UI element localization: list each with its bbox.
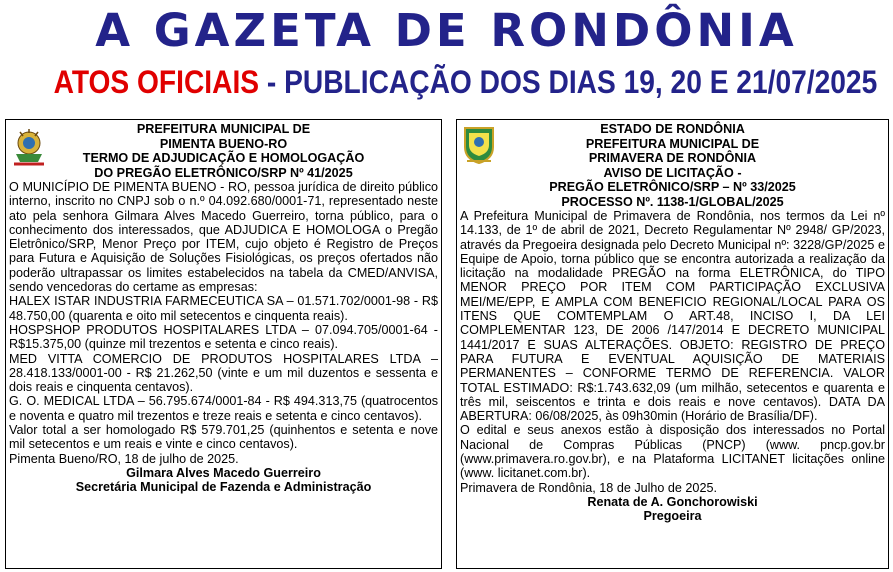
header-line: AVISO DE LICITAÇÃO - xyxy=(603,165,742,180)
notice-paragraph: Valor total a ser homologado R$ 579.701,25 (quinhentos e setenta e nove mil setecentos e um reais e vinte e cinco centavos). xyxy=(9,423,438,452)
notice-paragraph: HALEX ISTAR INDUSTRIA FARMECEUTICA SA – 01.571.702/0001-98 - R$ 48.750,00 (quarenta e oito mil setecentos e cinquenta reais). xyxy=(9,294,438,323)
notice-paragraph: O MUNICÍPIO DE PIMENTA BUENO - RO, pessoa jurídica de direito público interno, inscrito no CNPJ sob o n.º 04.092.680/0001-71, representado neste ato pela senhora Gilmara Alves Macedo Guerreiro, torna público, para o conhecimento dos interessados, que ADJUDICA E HOMOLOGA o Pregão Eletrônico/SRP, Menor Preço por ITEM, cujo objeto é Registro de Preços para Futura e Aquisição de Soluções Fisiológicas, os preços ofertados não poderão ultrapassar os limites estabelecidos na tabela da CMED/ANVISA, sendo vencedoras do certame as empresas: xyxy=(9,180,438,295)
signer-role: Secretária Municipal de Fazenda e Administração xyxy=(75,480,372,495)
notice-primavera-de-rondonia xyxy=(456,119,889,569)
publication-subtitle xyxy=(53,62,878,102)
notice-paragraph: G. O. MEDICAL LTDA – 56.795.674/0001-84 - R$ 494.313,75 (quatrocentos e noventa e quatro mil trezentos e treze reais e setenta e cinco centavos). xyxy=(9,394,438,423)
notice-paragraph: O edital e seus anexos estão à disposição dos interessados no Portal Nacional de Compras Públicas (PNCP) (www. pncp.gov.br (www.primavera.ro.gov.br), e na Plataforma LICITANET licitações online (www. licitanet.com.br). xyxy=(460,423,885,481)
notice-header xyxy=(457,122,888,209)
subtitle-atos-oficiais: ATOS OFICIAIS xyxy=(53,64,260,100)
header-line: TERMO DE ADJUDICAÇÃO E HOMOLOGAÇÃO xyxy=(82,151,365,165)
header-line: DO PREGÃO ELETRÔNICO/SRP Nº 41/2025 xyxy=(94,165,353,180)
header-line: PREGÃO ELETRÔNICO/SRP – Nº 33/2025 xyxy=(549,180,796,194)
notice-pimenta-bueno xyxy=(5,119,442,569)
newspaper-title: A GAZETA DE RONDÔNIA xyxy=(95,4,798,57)
notice-paragraph: Pimenta Bueno/RO, 18 de julho de 2025. xyxy=(9,451,239,466)
header-line: PREFEITURA MUNICIPAL DE xyxy=(136,122,311,136)
signer-name: Renata de A. Gonchorowiski xyxy=(587,494,758,509)
masthead xyxy=(0,0,893,60)
primavera-de-rondonia-shield-icon xyxy=(463,125,495,165)
header-line: PREFEITURA MUNICIPAL DE xyxy=(585,136,760,151)
notice-paragraph: A Prefeitura Municipal de Primavera de Rondônia, nos termos da Lei nº 14.133, de 1º de abril de 2021, Decreto Regulamentar Nº 2948/ GP/2023, através da Pregoeira designada pelo Decreto Municipal nº: 3228/GP/2025 e Equipe de Apoio, torna público que se encontra autorizada a realização da licitação na modalidade PREGÃO na forma ELETRÔNICA, do TIPO MENOR PREÇO POR ITEM COM PARTICIPAÇÃO EXCLUSIVA MEI/ME/EPP, E AMPLA COM BENEFICIO REGIONAL/LOCAL PARA OS ITENS QUE COMTEMPLAM O ART.48, INCISO I, DA LEI COMPLEMENTAR 123, DE 2006 /147/2014 E DECRETO MUNICIPAL 1441/2017 E SUAS ALTERAÇÕES. OBJETO: REGISTRO DE PREÇO PARA FUTURA E EVENTUAL AQUISIÇÃO DE MATERIAIS PERMANENTES – CONFORME TERMO DE REFERENCIA. VALOR TOTAL ESTIMADO: R$:1.743.632,09 (um milhão, setecentos e quarenta e três mil, seiscentos e trinta e dois reais e nove centavos). DATA DA ABERTURA: 06/08/2025, às 09h30min (Horário de Brasília/DF). xyxy=(460,209,885,424)
header-line: PROCESSO Nº. 1138-1/GLOBAL/2025 xyxy=(561,194,784,209)
notice-header xyxy=(6,122,441,180)
notice-paragraph: Primavera de Rondônia, 18 de Julho de 2025. xyxy=(460,480,717,495)
notice-body xyxy=(6,180,441,466)
pimenta-bueno-coat-of-arms-icon xyxy=(12,128,46,170)
notice-paragraph: HOSPSHOP PRODUTOS HOSPITALARES LTDA – 07.094.705/0001-64 - R$15.375,00 (quinze mil trezentos e setenta e cinco reais). xyxy=(9,322,438,352)
signer-name: Gilmara Alves Macedo Guerreiro xyxy=(126,465,321,480)
subtitle-dates: - PUBLICAÇÃO DOS DIAS 19, 20 E 21/07/2025 xyxy=(259,64,878,100)
signer-role: Pregoeira xyxy=(643,509,702,524)
header-line: PRIMAVERA DE RONDÔNIA xyxy=(588,151,757,165)
notice-body xyxy=(457,209,888,495)
header-line: ESTADO DE RONDÔNIA xyxy=(600,122,745,136)
header-line: PIMENTA BUENO-RO xyxy=(159,136,288,151)
notice-paragraph: MED VITTA COMERCIO DE PRODUTOS HOSPITALARES LTDA – 28.418.133/0001-00 - R$ 21.262,50 (vinte e um mil duzentos e sessenta e dois reais e cinquenta centavos). xyxy=(9,351,438,395)
